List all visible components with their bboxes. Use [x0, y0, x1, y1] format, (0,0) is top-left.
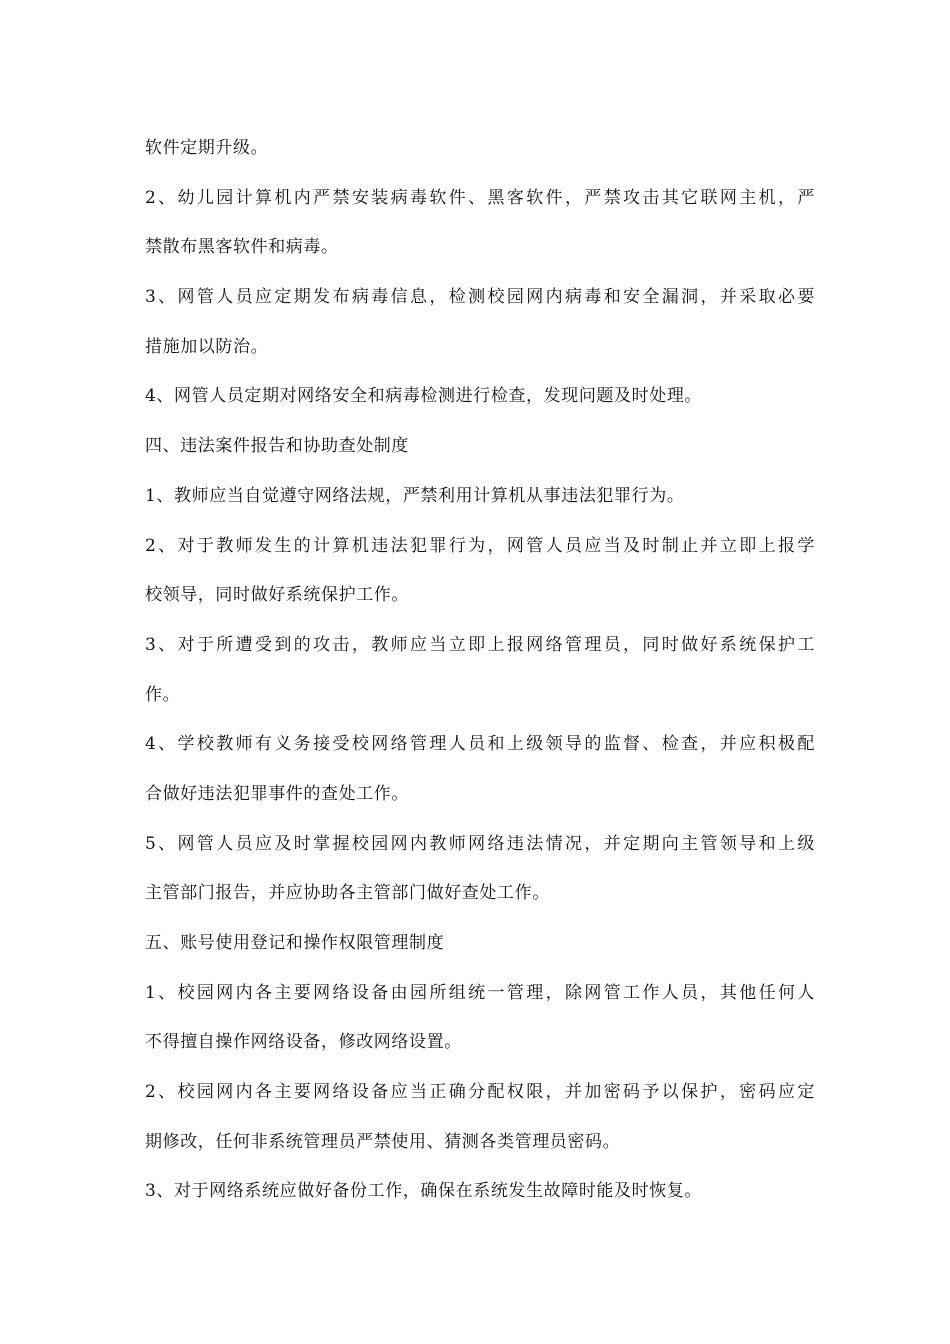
text-line: 1、校园网内各主要网络设备由园所组统一管理，除网管工作人员，其他任何人: [145, 982, 815, 1003]
text-line: 1、教师应当自觉遵守网络法规，严禁利用计算机从事违法犯罪行为。: [145, 485, 685, 506]
text-line: 4、学校教师有义务接受校网络管理人员和上级领导的监督、检查，并应积极配: [145, 734, 815, 755]
text-line: 合做好违法犯罪事件的查处工作。: [145, 783, 409, 804]
text-line: 主管部门报告，并应协助各主管部门做好查处工作。: [145, 883, 550, 904]
text-line: 5、网管人员应及时掌握校园网内教师网络违法情况，并定期向主管领导和上级: [145, 833, 815, 854]
text-line: 软件定期升级。: [145, 138, 269, 158]
text-line: 四、违法案件报告和协助查处制度: [145, 436, 409, 457]
text-line: 2、幼儿园计算机内严禁安装病毒软件、黑客软件，严禁攻击其它联网主机，严: [145, 187, 815, 208]
text-line: 3、对于网络系统应做好备份工作，确保在系统发生故障时能及时恢复。: [145, 1181, 703, 1202]
text-line: 禁散布黑客软件和病毒。: [145, 237, 339, 258]
text-line: 期修改，任何非系统管理员严禁使用、猜测各类管理员密码。: [145, 1131, 621, 1152]
text-line: 3、网管人员应定期发布病毒信息，检测校园网内病毒和安全漏洞，并采取必要: [145, 287, 815, 308]
text-line: 作。: [145, 684, 181, 705]
text-line: 校领导，同时做好系统保护工作。: [145, 585, 409, 606]
document-body: [145, 124, 815, 1217]
text-line: 2、校园网内各主要网络设备应当正确分配权限，并加密码予以保护，密码应定: [145, 1082, 815, 1103]
text-line: 2、对于教师发生的计算机违法犯罪行为，网管人员应当及时制止并立即上报学: [145, 535, 815, 556]
text-line: 不得擅自操作网络设备，修改网络设置。: [145, 1032, 462, 1053]
text-line: 4、网管人员定期对网络安全和病毒检测进行检查，发现问题及时处理。: [145, 386, 703, 407]
text-line: 五、账号使用登记和操作权限管理制度: [145, 933, 445, 953]
text-line: 3、对于所遭受到的攻击，教师应当立即上报网络管理员，同时做好系统保护工: [145, 634, 815, 655]
text-line: 措施加以防治。: [145, 336, 269, 357]
